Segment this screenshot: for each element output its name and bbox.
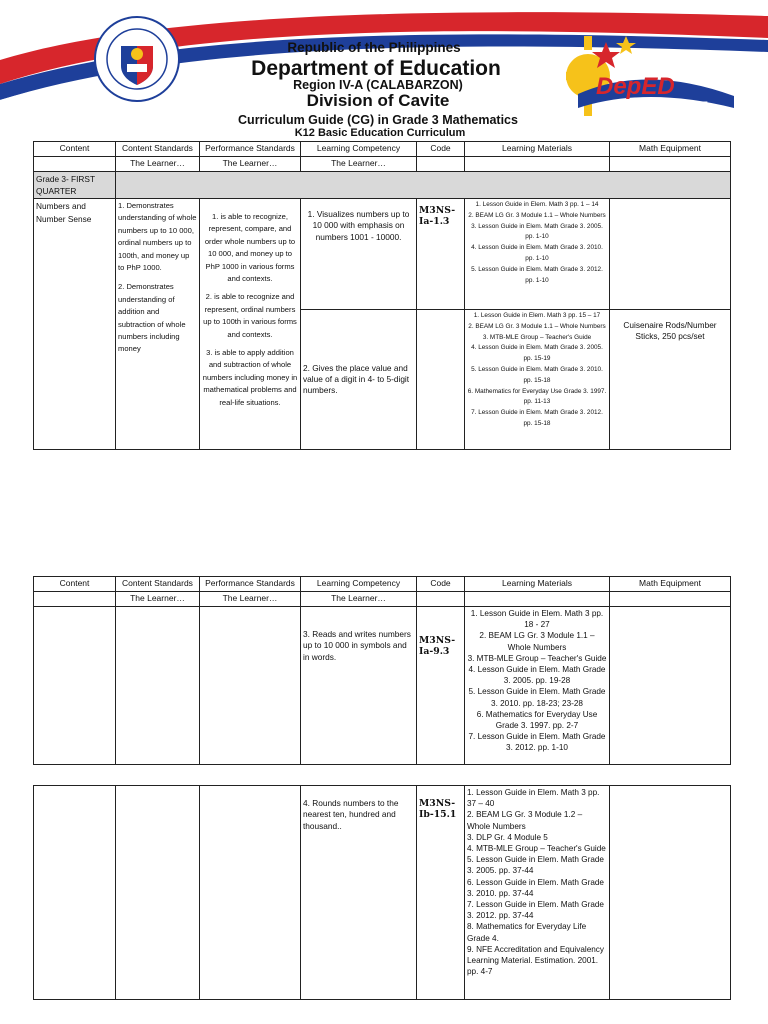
column-header-row bbox=[34, 142, 731, 157]
learner-label-row bbox=[34, 157, 731, 172]
table-row bbox=[34, 786, 731, 1000]
svg-text:DepED: DepED bbox=[596, 73, 675, 100]
code-cell: M3NS-Ia-1.3 bbox=[417, 199, 465, 310]
column-header: Learning Competency bbox=[301, 577, 417, 592]
document-subtitle: K12 Basic Education Curriculum bbox=[294, 127, 466, 139]
competency-cell: 2. Gives the place value and value of a digit in 4- to 5-digit numbers. bbox=[301, 310, 417, 450]
quarter-row bbox=[34, 172, 731, 199]
material-item: 4. Lesson Guide in Elem. Math Grade 3. 2010. pp. 1-10 bbox=[471, 244, 603, 262]
document-title: Curriculum Guide (CG) in Grade 3 Mathematics bbox=[238, 113, 518, 127]
curriculum-table-3 bbox=[33, 785, 731, 1000]
code-cell bbox=[417, 310, 465, 450]
table-row bbox=[34, 607, 731, 765]
column-header: Performance Standards bbox=[200, 577, 301, 592]
materials-cell bbox=[465, 310, 610, 450]
material-item: 8. Mathematics for Everyday Life Grade 4. bbox=[467, 922, 587, 943]
table-row bbox=[34, 199, 731, 310]
performance-standard-item: 3. is able to apply addition and subtraction of whole numbers including money in mathematical problems and real-life situations. bbox=[202, 348, 298, 407]
material-item: 6. Lesson Guide in Elem. Math Grade 3. 2010. pp. 37-44 bbox=[467, 877, 604, 898]
competency-cell: 4. Rounds numbers to the nearest ten, hundred and thousand.. bbox=[301, 786, 417, 1000]
material-item: 1. Lesson Guide in Elem. Math 3 pp. 15 – 17 bbox=[473, 312, 601, 319]
column-header-row bbox=[34, 577, 731, 592]
material-item: 1. Lesson Guide in Elem. Math 3 pp. 18 - 27 bbox=[470, 609, 604, 630]
column-header: Content Standards bbox=[116, 142, 200, 157]
material-item: 2. BEAM LG Gr. 3 Module 1.1 – Whole Numbers bbox=[468, 211, 606, 219]
learner-label: The Learner… bbox=[116, 157, 200, 172]
division-heading: Division of Cavite bbox=[306, 91, 450, 110]
equipment-cell: Cuisenaire Rods/Number Sticks, 250 pcs/set bbox=[610, 310, 731, 450]
content-standard-item: 2. Demonstrates understanding of addition and subtraction of whole numbers including money bbox=[118, 282, 186, 354]
column-header: Content bbox=[34, 142, 116, 157]
competency-cell: 3. Reads and writes numbers up to 10 000 in symbols and in words. bbox=[301, 607, 417, 765]
code-cell: M3NS-Ia-9.3 bbox=[417, 607, 465, 765]
region-heading: Region IV-A (CALABARZON) bbox=[293, 78, 463, 92]
learner-label: The Learner… bbox=[301, 157, 417, 172]
material-item: 9. NFE Accreditation and Equivalency Learning Material. Estimation. 2001. pp. 4-7 bbox=[467, 944, 604, 977]
material-item: 4. Lesson Guide in Elem. Math Grade 3. 2005. pp. 15-19 bbox=[471, 344, 603, 363]
department-heading: Department of Education bbox=[251, 57, 501, 80]
material-item: 3. MTB-MLE Group – Teacher's Guide bbox=[467, 653, 607, 663]
materials-cell bbox=[465, 199, 610, 310]
material-item: 3. MTB-MLE Group – Teacher's Guide bbox=[482, 333, 592, 341]
content-standard-item: 1. Demonstrates understanding of whole numbers up to 10 000, ordinal numbers up to 100th, and money up to PhP 1000. bbox=[118, 201, 197, 273]
material-item: 1. Lesson Guide in Elem. Math 3 pp. 1 – 14 bbox=[475, 201, 599, 208]
column-header: Content bbox=[34, 577, 116, 592]
equipment-cell bbox=[610, 199, 731, 310]
competency-cell: 1. Visualizes numbers up to 10 000 with emphasis on numbers 1001 - 10000. bbox=[301, 199, 417, 310]
curriculum-table-2 bbox=[33, 576, 731, 765]
material-item: 7. Lesson Guide in Elem. Math Grade 3. 2012. pp. 15-18 bbox=[471, 409, 603, 427]
column-header: Learning Materials bbox=[465, 142, 610, 157]
column-header: Performance Standards bbox=[200, 142, 301, 157]
column-header: Learning Materials bbox=[465, 577, 610, 592]
material-item: 2. BEAM LG Gr. 3 Module 1.1 – Whole Numbers bbox=[479, 631, 595, 652]
deped-cavite-logo bbox=[566, 34, 736, 118]
republic-heading: Republic of the Philippines bbox=[287, 40, 461, 55]
performance-standard-item: 1. is able to recognize, represent, compare, and order whole numbers up to 10 000, and money up to PhP 1000 in various forms and contexts. bbox=[204, 212, 296, 284]
material-item: 5. Lesson Guide in Elem. Math Grade 3. 2010. pp. 15-18 bbox=[471, 365, 603, 384]
learner-label: The Learner… bbox=[301, 592, 417, 607]
material-item: 5. Lesson Guide in Elem. Math Grade 3. 2005. pp. 37-44 bbox=[467, 855, 604, 876]
material-item: 4. Lesson Guide in Elem. Math Grade 3. 2005. pp. 19-28 bbox=[468, 665, 606, 686]
column-header: Math Equipment bbox=[610, 142, 731, 157]
column-header: Code bbox=[417, 577, 465, 592]
material-item: 6. Mathematics for Everyday Use Grade 3. 1997. pp. 11-13 bbox=[467, 387, 607, 406]
code-cell: M3NS-Ib-15.1 bbox=[417, 786, 465, 1000]
content-standards-cell bbox=[116, 199, 200, 450]
material-item: 5. Lesson Guide in Elem. Math Grade 3. 2010. pp. 18-23; 23-28 bbox=[468, 687, 606, 708]
material-item: 1. Lesson Guide in Elem. Math 3 pp. 37 – 40 bbox=[467, 788, 600, 809]
learner-label: The Learner… bbox=[200, 157, 301, 172]
materials-cell bbox=[465, 786, 610, 1000]
column-header: Code bbox=[417, 142, 465, 157]
material-item: 2. BEAM LG Gr. 3 Module 1.2 – Whole Numbers bbox=[467, 810, 583, 831]
materials-cell bbox=[465, 607, 610, 765]
material-item: 4. MTB-MLE Group – Teacher's Guide bbox=[467, 844, 606, 854]
svg-text:CAVITE: CAVITE bbox=[664, 99, 708, 113]
learner-label: The Learner… bbox=[116, 592, 200, 607]
learner-label-row bbox=[34, 592, 731, 607]
material-item: 3. Lesson Guide in Elem. Math Grade 3. 2005. pp. 1-10 bbox=[471, 222, 603, 241]
quarter-label: Grade 3- FIRST QUARTER bbox=[34, 172, 116, 199]
column-header: Math Equipment bbox=[610, 577, 731, 592]
performance-standard-item: 2. is able to recognize and represent, ordinal numbers up to 100th in various forms and contexts. bbox=[203, 292, 297, 339]
content-cell: Numbers and Number Sense bbox=[34, 199, 116, 450]
performance-standards-cell bbox=[200, 199, 301, 450]
material-item: 3. DLP Gr. 4 Module 5 bbox=[467, 832, 548, 842]
column-header: Content Standards bbox=[116, 577, 200, 592]
curriculum-table-1 bbox=[33, 141, 731, 450]
material-item: 2. BEAM LG Gr. 3 Module 1.1 – Whole Numbers bbox=[468, 322, 606, 330]
learner-label: The Learner… bbox=[200, 592, 301, 607]
material-item: 7. Lesson Guide in Elem. Math Grade 3. 2012. pp. 1-10 bbox=[468, 732, 606, 753]
material-item: 5. Lesson Guide in Elem. Math Grade 3. 2012. pp. 1-10 bbox=[471, 265, 603, 284]
material-item: 6. Mathematics for Everyday Use Grade 3. 1997. pp. 2-7 bbox=[476, 709, 598, 731]
material-item: 7. Lesson Guide in Elem. Math Grade 3. 2012. pp. 37-44 bbox=[467, 900, 604, 921]
column-header: Learning Competency bbox=[301, 142, 417, 157]
